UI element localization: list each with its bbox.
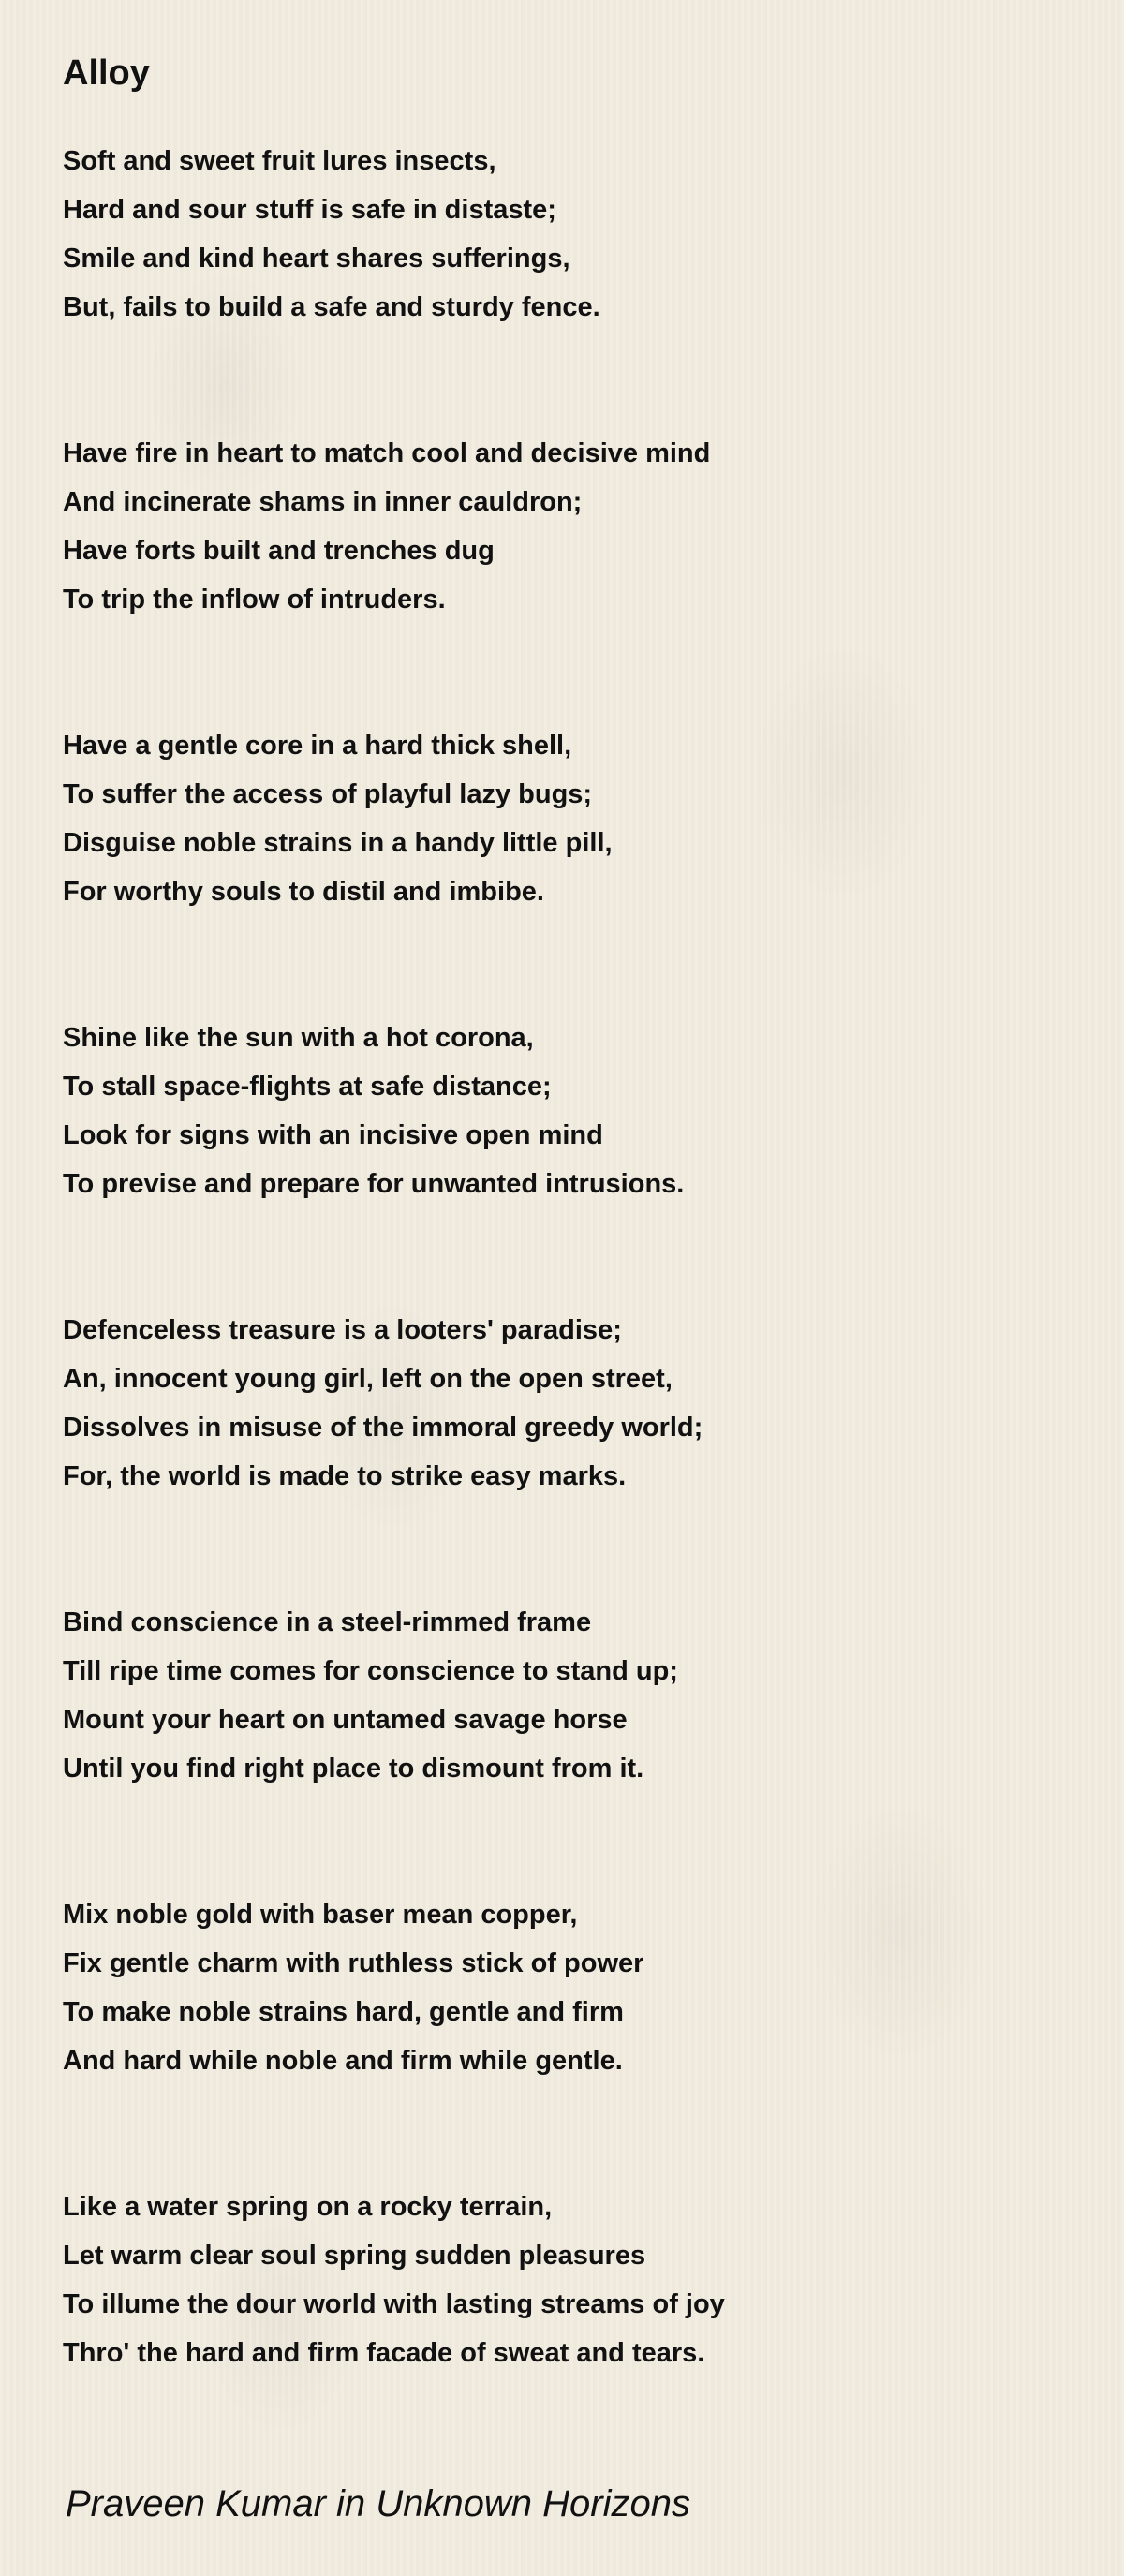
poem-line: Smile and kind heart shares sufferings, [63,244,570,274]
poem-line: Look for signs with an incisive open mind [63,1120,603,1150]
stanza-1 [63,137,1124,332]
poem-line: To illume the dour world with lasting streams of joy [63,2289,725,2319]
poem-line: Mix noble gold with baser mean copper, [63,1900,578,1930]
stanza-7 [63,1890,1124,2085]
poem-line: Thro' the hard and firm facade of sweat and tears. [63,2338,705,2368]
poem-line: Defenceless treasure is a looters' paradise; [63,1315,622,1345]
poem-line: And hard while noble and firm while gentle. [63,2046,623,2076]
poem-attribution: Praveen Kumar in Unknown Horizons [66,2483,690,2524]
poem-line: Hard and sour stuff is safe in distaste; [63,195,556,225]
poem-line: To trip the inflow of intruders. [63,585,446,614]
poem-line: Let warm clear soul spring sudden pleasures [63,2241,646,2271]
poem-line: Until you find right place to dismount from it. [63,1754,644,1784]
poem-line: To stall space-flights at safe distance; [63,1072,552,1102]
poem-line: Have fire in heart to match cool and decisive mind [63,438,711,468]
poem-line: Soft and sweet fruit lures insects, [63,146,496,176]
poem-line: For worthy souls to distil and imbibe. [63,877,544,907]
poem-line: Have a gentle core in a hard thick shell, [63,731,572,761]
poem-line: Bind conscience in a steel-rimmed frame [63,1607,592,1637]
poem-title: Alloy [63,53,150,93]
poem-line: To previse and prepare for unwanted intrusions. [63,1169,685,1199]
poem-line: Dissolves in misuse of the immoral greedy world; [63,1413,703,1443]
poem-line: An, innocent young girl, left on the open street, [63,1364,673,1394]
stanza-2 [63,429,1124,624]
stanza-3 [63,721,1124,916]
poem-line: To make noble strains hard, gentle and firm [63,1997,624,2027]
poem-line: Shine like the sun with a hot corona, [63,1023,534,1053]
poem-line: But, fails to build a safe and sturdy fence. [63,292,600,322]
poem-line: Have forts built and trenches dug [63,536,495,566]
stanza-5 [63,1306,1124,1501]
stanza-6 [63,1598,1124,1793]
poem-line: Disguise noble strains in a handy little pill, [63,828,613,858]
poem-line: For, the world is made to strike easy marks. [63,1461,627,1491]
poem-line: Till ripe time comes for conscience to stand up; [63,1656,678,1686]
stanza-8 [63,2183,1124,2377]
poem-body [63,137,1124,2377]
poem-line: Like a water spring on a rocky terrain, [63,2192,553,2222]
stanza-4 [63,1014,1124,1208]
poem-line: Fix gentle charm with ruthless stick of power [63,1948,644,1978]
poem-line: And incinerate shams in inner cauldron; [63,487,583,517]
poem-line: To suffer the access of playful lazy bugs; [63,779,593,809]
poem-line: Mount your heart on untamed savage horse [63,1705,628,1735]
